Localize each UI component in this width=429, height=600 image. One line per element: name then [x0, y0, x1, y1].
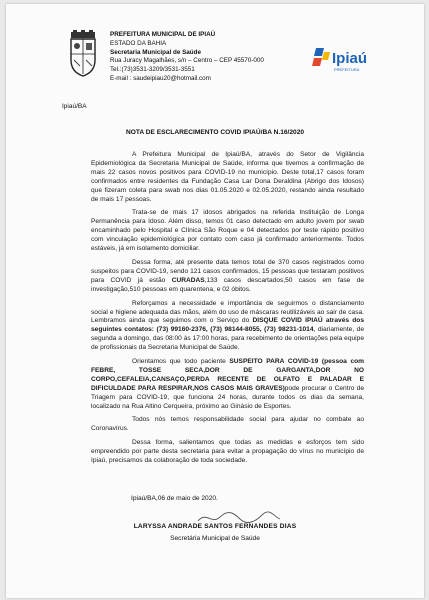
- text-run: ,133 casos descartados,50 casos em fase de investigação,510 pessoas em quarentena, e 02 óbitos.: [91, 276, 364, 293]
- text-run: Dessa forma, até presente data temos total de 370 casos registrados como suspeitos para COVID-19, sendo 121 casos confirmados, 15 pessoas que testaram positivos para COVID já estão: [91, 258, 364, 284]
- body-paragraph: [91, 300, 364, 353]
- letterhead-line: Tel.:(73)3531-3209/3531-3551: [110, 66, 195, 74]
- body-paragraph: [91, 416, 364, 434]
- text-run: Orientamos que todo paciente: [132, 358, 230, 366]
- bold-run: CURADAS: [171, 276, 205, 284]
- letterhead-line: PREFEITURA MUNICIPAL DE IPIAÚ: [110, 31, 216, 38]
- bold-run: SUSPEITO PARA COVID-19 (pessoa com FEBRE, TOSSE SECA,DOR DE GARGANTA,DOR NO CORPO,CEFALEIA,CANSAÇO,PERDA RECENTE DE OLFATO E PALADAR E DIFICULDADE PARA RESPIRAR,NOS CASOS MAIS GRAVES): [91, 358, 364, 392]
- text-run: Dessa forma, salientamos que todas as medidas e esforços tem sido empreendido por parte desta secretaria para evitar a propagação do vírus no município de Ipiaú, precisamos da colaboração de toda sociedade.: [91, 439, 364, 465]
- municipal-crest-icon: [68, 30, 98, 78]
- signatory-name: LARYSSA ANDRADE SANTOS FERNANDES DIAS: [133, 523, 297, 530]
- body-paragraph: [91, 259, 364, 295]
- text-run: , diariamente, de segunda a domingo, das 08:00 às 17:00 horas, para recebimento de orientações pela equipe de profissionais da Secretaria Municipal de Saúde.: [91, 326, 364, 352]
- body-paragraph: [91, 439, 364, 466]
- document-body: [91, 151, 364, 471]
- ipiau-logo: [312, 44, 382, 76]
- text-run: Reforçamos a necessidade e importância de seguirmos o distanciamento social e higiene adequada das mãos, além do uso de máscaras reutilizáveis ao sair de casa. Lembramos ainda que seguimos com o Serviço do: [91, 299, 364, 325]
- letterhead-line: E-mail : saudeipiau20@hotmail.com: [110, 74, 211, 82]
- text-run: A Prefeitura Municipal de Ipiaú/BA, através do Setor de Vigilância Epidemiológica da Secretaria Municipal de Saúde, informa que tivemos a confirmação de mais 22 casos novos positivos para COVID-19 no município. Deste total,17 casos foram confirmados entre residentes da Fundação Casa Lar Dona Deraldina (Abrigo dos Idosos) que fizeram coleta para swab nos dias 01.05.2020 e 02.05.2020, restando ainda resultado de mais 17 pessoas.: [91, 151, 364, 203]
- body-paragraph: [91, 151, 364, 204]
- signatory-role: Secretária Municipal de Saúde: [170, 535, 260, 542]
- letterhead-line: Secretaria Municipal de Saúde: [110, 48, 201, 56]
- text-run: pode procurar o Centro de Triagem para COVID-19, que funciona 24 horas, durante todos os dias da semana, localizado na Rua Altino Cerqueira, próximo ao Ginásio de Esportes.: [91, 384, 364, 410]
- logo-subtext: PREFEITURA: [334, 67, 360, 72]
- body-paragraph: [91, 209, 364, 254]
- crest-caption: Ipiaú/BA: [62, 103, 87, 110]
- dateline: Ipiaú/BA,06 de maio de 2020.: [131, 495, 218, 502]
- letterhead-line: Rua Juracy Magalhães, s/n – Centro – CEP 45570-000: [110, 57, 264, 65]
- letterhead: [110, 31, 264, 84]
- bold-run: DISQUE COVID IPIAÚ através dos seguintes contatos: (73) 99160-2376, (73) 98144-8055, (73) 98231-1014: [91, 317, 364, 334]
- logo-text: Ipiaú: [332, 50, 368, 67]
- text-run: Todos nós temos responsabilidade social para ajudar no combate ao Coronavírus.: [91, 416, 364, 433]
- body-paragraph: [91, 358, 364, 411]
- document-title: NOTA DE ESCLARECIMENTO COVID IPIAÚ/BA N.16/2020: [125, 129, 305, 136]
- document-page: [6, 4, 424, 598]
- text-run: Trata-se de mais 17 idosos abrigados na referida Instituição de Longa Permanência para Idoso. Além disso, temos 01 caso detectado em adulto jovem por swab encaminhado pelo Hospital e Clínica São Roque e 04 detectados por teste rápido positivo com vinculação epidemiológica por contato com caso já confirmado anteriormente. Todos estáveis, já em isolamento domiciliar.: [91, 209, 364, 253]
- letterhead-line: ESTADO DA BAHIA: [110, 39, 167, 47]
